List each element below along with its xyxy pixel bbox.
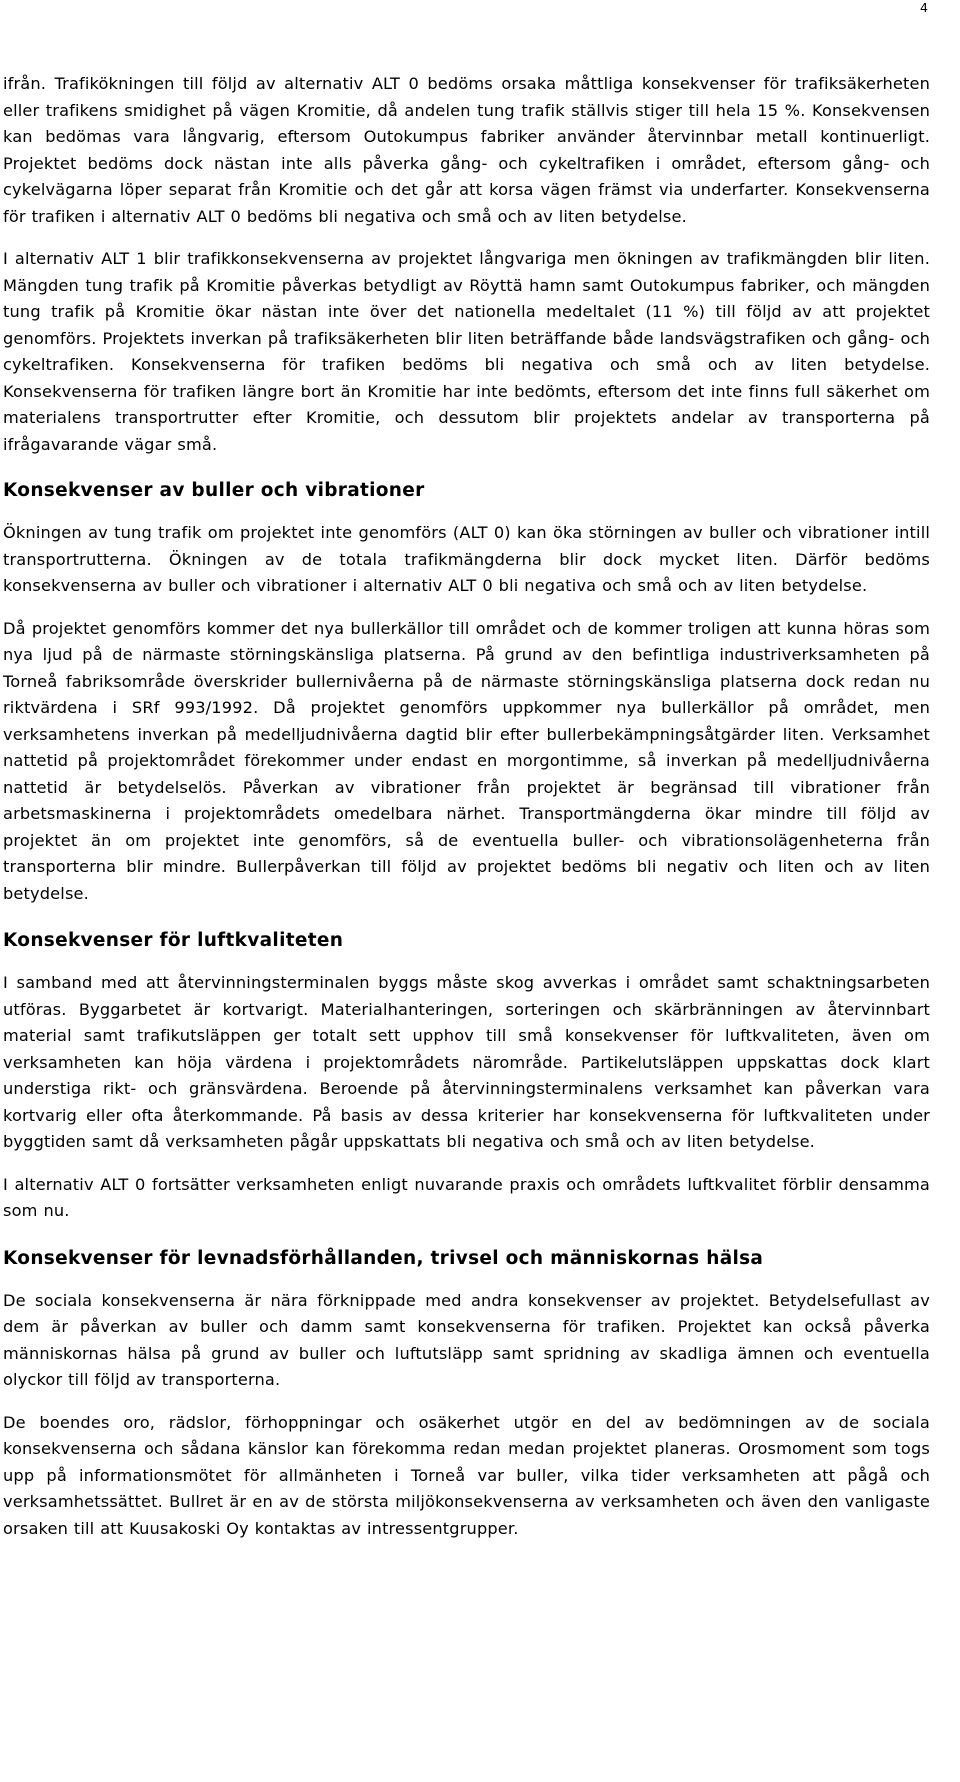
paragraph-air-construction: I samband med att återvinningsterminalen byggs måste skog avverkas i området samt schaktningsarbeten utföras. Byggarbetet är kortvarigt. Materialhanteringen, sorteringen och skärbränningen av återvinnbart material samt trafikutsläppen ger totalt sett upphov till små konsekvenser för luftkvaliteten, även om verksamheten kan höja värdena i projektområdets närområde. Partikelutsläppen uppskattas dock klart understiga rikt- och gränsvärdena. Beroende på återvinningsterminalens verksamhet kan påverkan vara kortvarig eller ofta återkommande. På basis av dessa kriterier har konsekvenserna för luftkvaliteten under byggtiden samt då verksamheten pågår uppskattats bli negativa och små och av liten betydelse. (3, 973, 930, 1151)
paragraph-air-alt0: I alternativ ALT 0 fortsätter verksamheten enligt nuvarande praxis och områdets luftkvalitet förblir densamma som nu. (3, 1174, 930, 1220)
heading-noise-vibration: Konsekvenser av buller och vibrationer (3, 480, 425, 501)
paragraph-residents-concerns: De boendes oro, rädslor, förhoppningar och osäkerhet utgör en del av bedömningen av de sociala konsekvenserna och sådana känslor kan förekomma redan medan projektet planeras. Orosmoment som togs upp på informationsmötet för allmänheten i Torneå var buller, vilka tider verksamheten att pågå och verksamhetssättet. Bullret är en av de största miljökonsekvenserna av verksamheten och även den vanligaste orsaken till att Kuusakoski Oy kontaktas av intressentgrupper. (3, 1412, 930, 1538)
heading-living-conditions-health: Konsekvenser för levnadsförhållanden, trivsel och människornas hälsa (3, 1247, 764, 1269)
paragraph-social-consequences: De sociala konsekvenserna är nära förknippade med andra konsekvenser av projektet. Betydelsefullast av dem är påverkan av buller och damm samt konsekvenserna för trafiken. Projektet kan också påverka människornas hälsa på grund av buller och luftutsläpp samt spridning av skadliga ämnen och eventuella olyckor till följd av transporterna. (3, 1290, 930, 1389)
heading-air-quality: Konsekvenser för luftkvaliteten (3, 930, 344, 951)
paragraph-traffic-alt0: ifrån. Trafikökningen till följd av alternativ ALT 0 bedöms orsaka måttliga konsekvenser för trafiksäkerheten eller trafikens smidighet på vägen Kromitie, då andelen tung trafik ställvis stiger till hela 15 %. Konsekvensen kan bedömas vara långvarig, eftersom Outokumpus fabriker använder återvinnbar metall kontinuerligt. Projektet bedöms dock nästan inte alls påverka gång- och cykeltrafiken i området, eftersom gång- och cykelvägarna löper separat från Kromitie och det går att korsa vägen främst via underfarter. Konsekvenserna för trafiken i alternativ ALT 0 bedöms bli negativa och små och av liten betydelse. (3, 74, 930, 226)
paragraph-noise-alt0: Ökningen av tung trafik om projektet inte genomförs (ALT 0) kan öka störningen av buller och vibrationer intill transportrutterna. Ökningen av de totala trafikmängderna blir dock mycket liten. Därför bedöms konsekvenserna av buller och vibrationer i alternativ ALT 0 bli negativa och små och av liten betydelse. (3, 523, 930, 595)
paragraph-noise-project: Då projektet genomförs kommer det nya bullerkällor till området och de kommer troligen att kunna höras som nya ljud på de närmaste störningskänsliga platserna. På grund av den befintliga industriverksamheten på Torneå fabriksområde överskrider bullernivåerna på de närmaste störningskänsliga platserna dock redan nu riktvärdena i SRf 993/1992. Då projektet genomförs uppkommer nya bullerkällor på området, men verksamhetens inverkan på medelljudnivåerna dagtid blir efter bullerbekämpningsåtgärder liten. Verksamhet nattetid på projektområdet förekommer under endast en morgontimme, så inverkan på medelljudnivåerna nattetid är betydelselös. Påverkan av vibrationer från projektet är begränsad till vibrationer från arbetsmaskinerna i projektområdets omedelbara närhet. Transportmängderna ökar mindre till följd av projektet än om projektet inte genomförs, så de eventuella buller- och vibrationsolägenheterna från transporterna blir mindre. Bullerpåverkan till följd av projektet bedöms bli negativ och liten och av liten betydelse. (3, 618, 930, 903)
paragraph-traffic-alt1: I alternativ ALT 1 blir trafikkonsekvenserna av projektet långvariga men ökningen av trafikmängden blir liten. Mängden tung trafik på Kromitie påverkas betydligt av Röyttä hamn samt Outokumpus fabriker, och mängden tung trafik på Kromitie ökar nästan inte över det nationella medeltalet (11 %) till följd av att projektet genomförs. Projektets inverkan på trafiksäkerheten blir liten beträffande både landsvägstrafiken och gång- och cykeltrafiken. Konsekvenserna för trafiken bedöms bli negativa och små och av liten betydelse. Konsekvenserna för trafiken längre bort än Kromitie har inte bedömts, eftersom det inte finns full säkerhet om materialens transportrutter efter Kromitie, och dessutom blir projektets andelar av transporterna på ifrågavarande vägar små. (3, 249, 930, 454)
page-number: 4 (920, 0, 928, 15)
document-body (3, 71, 930, 1558)
